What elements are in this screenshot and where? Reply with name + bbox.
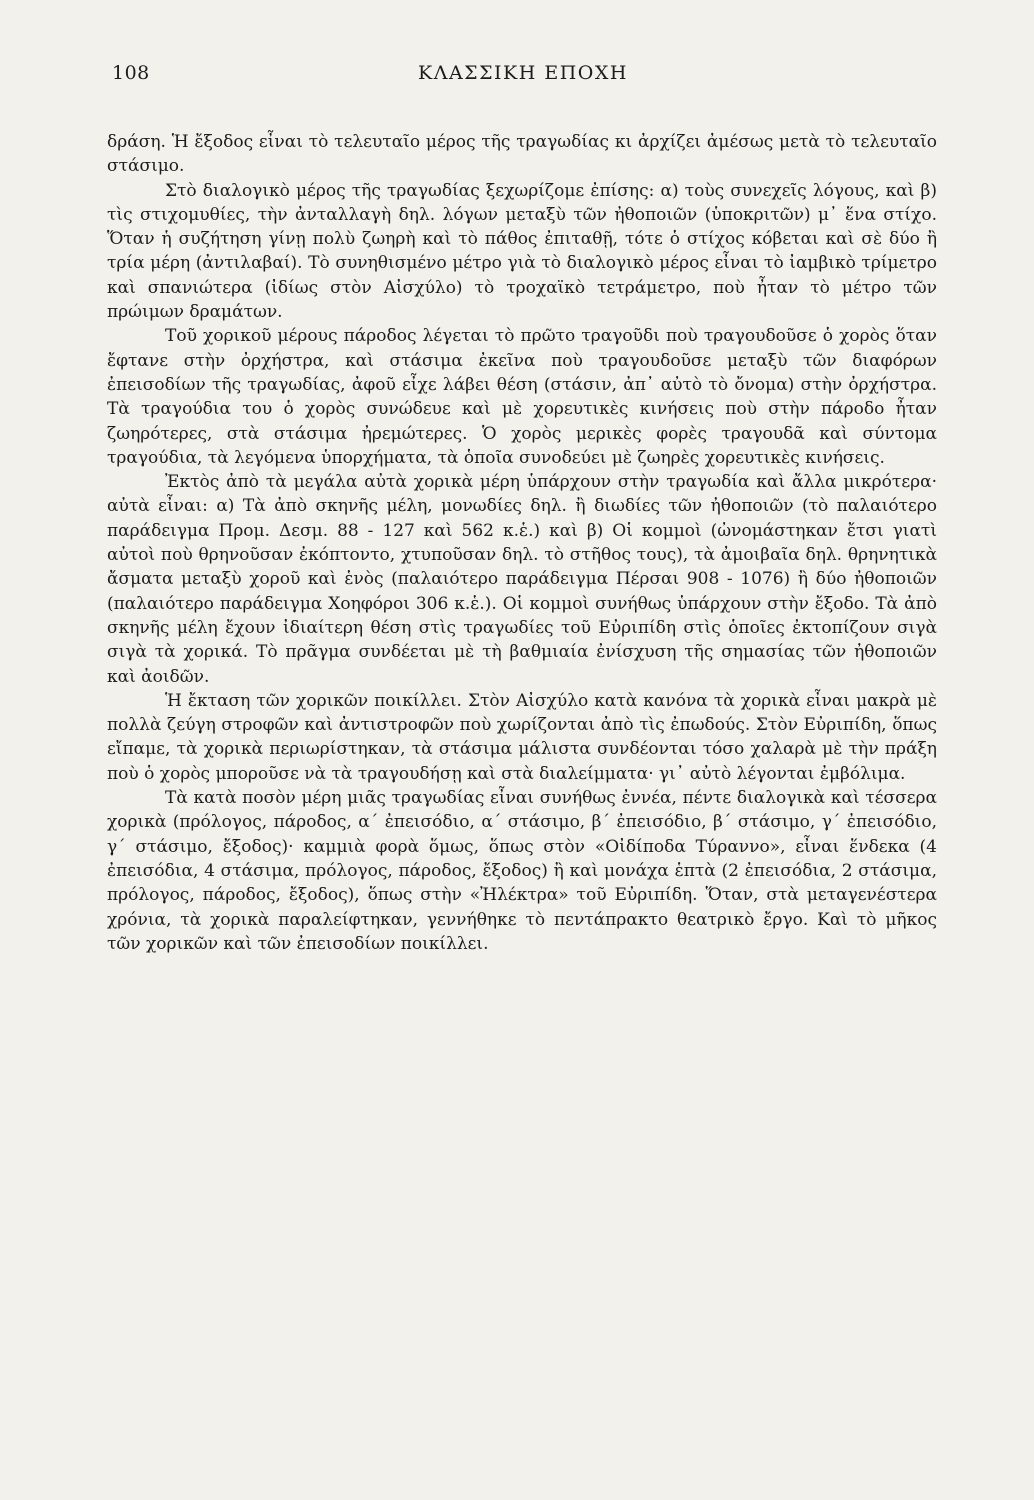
body-text [107,130,937,956]
page-header [112,62,934,96]
running-title: ΚΛΑΣΣΙΚΗ ΕΠΟΧΗ [418,62,628,84]
paragraph: Τοῦ χορικοῦ μέρους πάροδος λέγεται τὸ πρῶτο τραγοῦδι ποὺ τραγουδοῦσε ὁ χορὸς ὅταν ἔφτανε στὴν ὀρχήστρα, καὶ στάσιμα ἐκεῖνα ποὺ τραγουδοῦσε μεταξὺ τῶν διαφόρων ἐπεισοδίων τῆς τραγωδίας, ἀφοῦ εἶχε λάβει θέση (στάσιν, ἀπ᾽ αὐτὸ τὸ ὄνομα) στὴν ὀρχήστρα. Τὰ τραγούδια του ὁ χορὸς συνώδευε καὶ μὲ χορευτικὲς κινήσεις ποὺ στὴν πάροδο ἦταν ζωηρότερες, στὰ στάσιμα ἠρεμώτερες. Ὁ χορὸς μερικὲς φορὲς τραγουδᾶ καὶ σύντομα τραγούδια, τὰ λεγόμενα ὑπορχήματα, τὰ ὁποῖα συνοδεύει μὲ ζωηρὲς χορευτικὲς κινήσεις. [107,326,937,468]
paragraph: Ἐκτὸς ἀπὸ τὰ μεγάλα αὐτὰ χορικὰ μέρη ὑπάρχουν στὴν τραγωδία καὶ ἄλλα μικρότερα· αὐτὰ εἶναι: α) Τὰ ἀπὸ σκηνῆς μέλη, μονωδίες δηλ. ἢ διωδίες τῶν ἠθοποιῶν (τὸ παλαιότερο παράδειγμα Προμ. Δεσμ. 88 - 127 καὶ 562 κ.ἑ.) καὶ β) Οἱ κομμοὶ (ὠνομάστηκαν ἔτσι γιατὶ αὐτοὶ ποὺ θρηνοῦσαν ἐκόπτοντο, χτυποῦσαν δηλ. τὸ στῆθος τους), τὰ ἀμοιβαῖα δηλ. θρηνητικὰ ἄσματα μεταξὺ χοροῦ καὶ ἑνὸς (παλαιότερο παράδειγμα Πέρσαι 908 - 1076) ἢ δύο ἠθοποιῶν (παλαιότερο παράδειγμα Χοηφόροι 306 κ.ἑ.). Οἱ κομμοὶ συνήθως ὑπάρχουν στὴν ἔξοδο. Τὰ ἀπὸ σκηνῆς μέλη ἔχουν ἰδιαίτερη θέση στὶς τραγωδίες τοῦ Εὐριπίδη στὶς ὁποῖες ἐκτοπίζουν σιγὰ σιγὰ τὰ χορικά. Τὸ πρᾶγμα συνδέεται μὲ τὴ βαθμιαία ἐνίσχυση τῆς σημασίας τῶν ἠθοποιῶν καὶ ἀοιδῶν. [107,472,937,687]
paragraph: Τὰ κατὰ ποσὸν μέρη μιᾶς τραγωδίας εἶναι συνήθως ἐννέα, πέντε διαλογικὰ καὶ τέσσερα χορικὰ (πρόλογος, πάροδος, α´ ἐπεισόδιο, α´ στάσιμο, β´ ἐπεισόδιο, β´ στάσιμο, γ´ ἐπεισόδιο, γ´ στάσιμο, ἔξοδος)· καμμιὰ φορὰ ὅμως, ὅπως στὸν «Οἰδίποδα Τύραννο», εἶναι ἕνδεκα (4 ἐπεισόδια, 4 στάσιμα, πρόλογος, πάροδος, ἔξοδος) ἢ καὶ μονάχα ἑπτὰ (2 ἐπεισόδια, 2 στάσιμα, πρόλογος, πάροδος, ἔξοδος), ὅπως στὴν «Ἠλέκτρα» τοῦ Εὐριπίδη. Ὅταν, στὰ μεταγενέστερα χρόνια, τὰ χορικὰ παραλείφτηκαν, γεννήθηκε τὸ πεντάπρακτο θεατρικὸ ἔργο. Καὶ τὸ μῆκος τῶν χορικῶν καὶ τῶν ἐπεισοδίων ποικίλλει. [107,788,937,954]
paragraph: Ἡ ἔκταση τῶν χορικῶν ποικίλλει. Στὸν Αἰσχύλο κατὰ κανόνα τὰ χορικὰ εἶναι μακρὰ μὲ πολλὰ ζεύγη στροφῶν καὶ ἀντιστροφῶν ποὺ χωρίζονται ἀπὸ τὶς ἐπωδούς. Στὸν Εὐριπίδη, ὅπως εἴπαμε, τὰ χορικὰ περιωρίστηκαν, τὰ στάσιμα μάλιστα συνδέονται τόσο χαλαρὰ μὲ τὴν πράξη ποὺ ὁ χορὸς μποροῦσε νὰ τὰ τραγουδήσῃ καὶ στὰ διαλείμματα· γι᾽ αὐτὸ λέγονται ἐμβόλιμα. [107,690,937,784]
paragraph: Στὸ διαλογικὸ μέρος τῆς τραγωδίας ξεχωρίζομε ἐπίσης: α) τοὺς συνεχεῖς λόγους, καὶ β) τὶς στιχομυθίες, τὴν ἀνταλλαγὴ δηλ. λόγων μεταξὺ τῶν ἠθοποιῶν (ὑποκριτῶν) μ᾽ ἕνα στίχο. Ὅταν ἡ συζήτηση γίνῃ πολὺ ζωηρὴ καὶ τὸ πάθος ἐπιταθῇ, τότε ὁ στίχος κόβεται καὶ σὲ δύο ἢ τρία μέρη (ἀντιλαβαί). Τὸ συνηθισμένο μέτρο γιὰ τὸ διαλογικὸ μέρος εἶναι τὸ ἰαμβικὸ τρίμετρο καὶ σπανιώτερα (ἰδίως στὸν Αἰσχύλο) τὸ τροχαϊκὸ τετράμετρο, ποὺ ἦταν τὸ μέτρο τῶν πρώιμων δραμάτων. [107,180,937,323]
page-number: 108 [112,62,150,84]
paragraph: δράση. Ἡ ἔξοδος εἶναι τὸ τελευταῖο μέρος τῆς τραγωδίας κι ἀρχίζει ἀμέσως μετὰ τὸ τελευταῖο στάσιμο. [107,132,937,177]
